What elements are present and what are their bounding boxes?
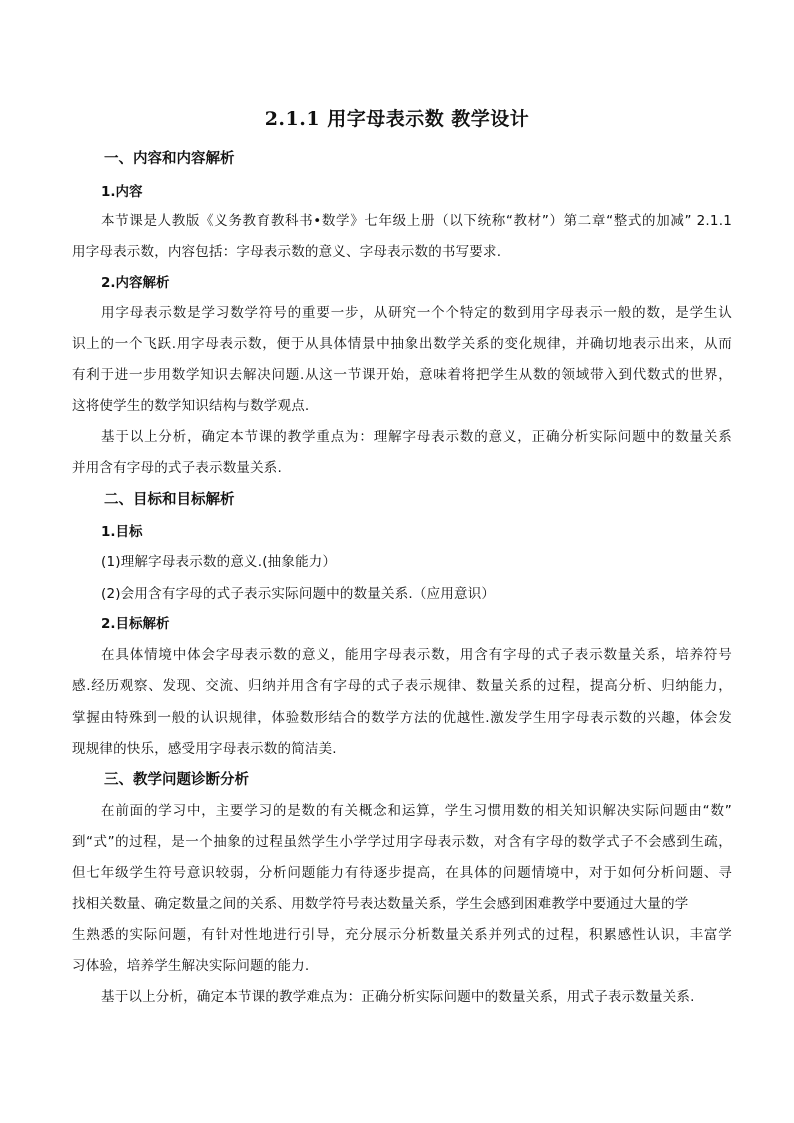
section-heading-goals: 二、目标和目标解析 bbox=[104, 492, 235, 508]
paragraph-line: 但七年级学生符号意识较弱，分析问题能力有待逐步提高，在具体的问题情境中，对于如何分析问题、寻 bbox=[72, 865, 732, 881]
section-heading-content: 一、内容和内容解析 bbox=[104, 151, 235, 167]
paragraph-line: 感.经历观察、发现、交流、归纳并用含有字母的式子表示规律、数量关系的过程，提高分析、归纳能力， bbox=[72, 678, 732, 694]
paragraph-line: 找相关数量、确定数量之间的关系、用数学符号表达数量关系，学生会感到困难教学中要通过大量的学 bbox=[72, 896, 689, 912]
subheading-goals-analysis: 2.目标解析 bbox=[101, 616, 170, 632]
paragraph-line: 这将使学生的数学知识结构与数学观点. bbox=[72, 398, 310, 414]
paragraph-line: 在具体情境中体会字母表示数的意义，能用字母表示数，用含有字母的式子表示数量关系，培养符号 bbox=[101, 647, 732, 663]
subheading-goals: 1.目标 bbox=[101, 524, 143, 540]
paragraph-line: 基于以上分析，确定本节课的教学重点为：理解字母表示数的意义，正确分析实际问题中的数量关系 bbox=[101, 429, 732, 445]
paragraph-line: 在前面的学习中，主要学习的是数的有关概念和运算，学生习惯用数的相关知识解决实际问题由“数” bbox=[101, 803, 732, 819]
paragraph-line: 本节课是人教版《义务教育教科书•数学》七年级上册（以下统称“教材”）第二章“整式的加减” 2.1.1 bbox=[101, 213, 732, 229]
subheading-content-analysis: 2.内容解析 bbox=[101, 275, 170, 291]
paragraph-line: 识上的一个飞跃.用字母表示数，便于从具体情景中抽象出数学关系的变化规律，并确切地表示出来，从而 bbox=[72, 336, 732, 352]
paragraph-line: 有利于进一步用数学知识去解决问题.从这一节课开始，意味着将把学生从数的领域带入到代数式的世界， bbox=[72, 367, 732, 383]
paragraph-line: 生熟悉的实际问题，有针对性地进行引导，充分展示分析数量关系并列式的过程，积累感性认识，丰富学 bbox=[72, 927, 732, 943]
paragraph-line: 到“式”的过程，是一个抽象的过程虽然学生小学学过用字母表示数，对含有字母的数学式子不会感到生疏， bbox=[72, 834, 732, 850]
paragraph-line: 基于以上分析，确定本节课的教学难点为：正确分析实际问题中的数量关系，用式子表示数量关系. bbox=[101, 989, 695, 1005]
goal-item: (1)理解字母表示数的意义.(抽象能力） bbox=[101, 554, 337, 570]
paragraph-line: 掌握由特殊到一般的认识规律，体验数形结合的数学方法的优越性.激发学生用字母表示数的兴趣，体会发 bbox=[72, 710, 732, 726]
section-heading-diagnosis: 三、教学问题诊断分析 bbox=[104, 772, 249, 788]
paragraph-line: 现规律的快乐，感受用字母表示数的简洁美. bbox=[72, 741, 337, 757]
goal-item: (2)会用含有字母的式子表示实际问题中的数量关系.（应用意识） bbox=[101, 586, 496, 602]
paragraph-line: 用字母表示数，内容包括：字母表示数的意义、字母表示数的书写要求. bbox=[72, 244, 502, 260]
subheading-content: 1.内容 bbox=[101, 184, 143, 200]
document-title: 2.1.1 用字母表示数 教学设计 bbox=[264, 108, 530, 130]
paragraph-line: 并用含有字母的式子表示数量关系. bbox=[72, 460, 282, 476]
paragraph-line: 用字母表示数是学习数学符号的重要一步，从研究一个个特定的数到用字母表示一般的数，是学生认 bbox=[101, 305, 732, 321]
paragraph-line: 习体验，培养学生解决实际问题的能力. bbox=[72, 958, 310, 974]
